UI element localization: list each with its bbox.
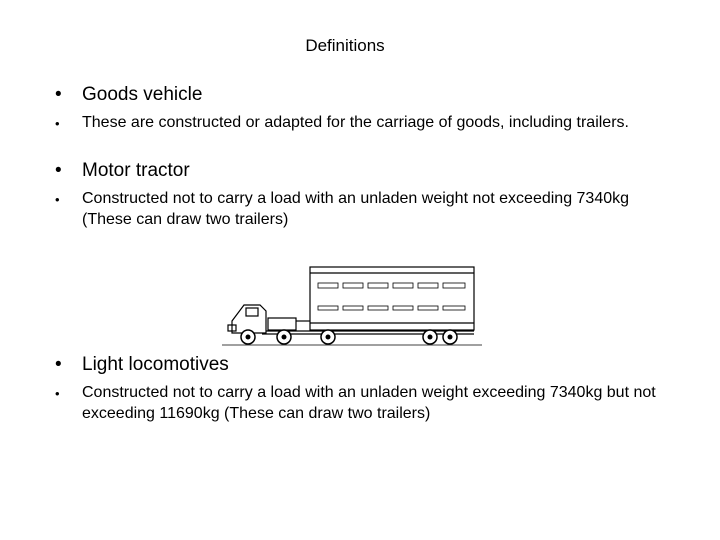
bullet: •	[55, 192, 60, 207]
body-text: These are constructed or adapted for the carriage of goods, including trailers.	[82, 114, 629, 131]
heading-text: Motor tractor	[82, 160, 190, 181]
bullet: •	[55, 160, 62, 181]
bullet: •	[55, 386, 60, 401]
truck-with-trailer-icon	[222, 263, 482, 348]
bullet: •	[55, 354, 62, 375]
body-text: Constructed not to carry a load with an unladen weight not exceeding 7340kg (These can draw two trailers)	[82, 190, 630, 228]
heading-text: Light locomotives	[82, 354, 229, 375]
heading-text: Goods vehicle	[82, 84, 203, 105]
bullet: •	[55, 84, 62, 105]
body-text: Constructed not to carry a load with an unladen weight exceeding 7340kg but not exceeding 11690kg (These can draw two trailers)	[82, 384, 656, 422]
slide-title: Definitions	[305, 36, 385, 55]
bullet: •	[55, 116, 60, 131]
